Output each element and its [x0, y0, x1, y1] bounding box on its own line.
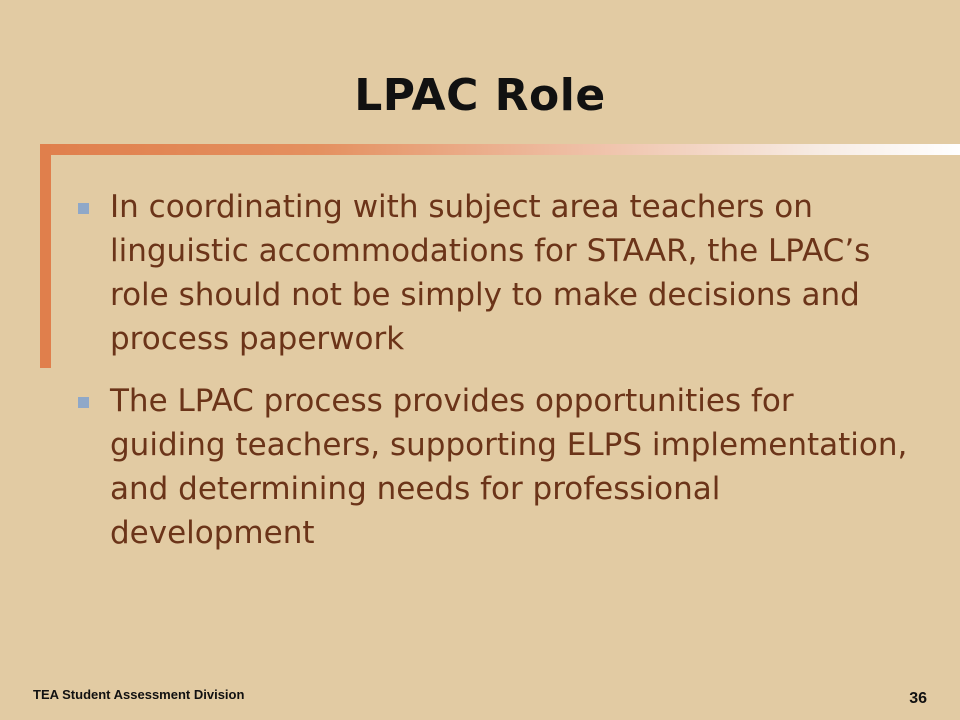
- page-number: 36: [909, 690, 927, 707]
- accent-bar-horizontal: [40, 144, 960, 155]
- bullet-item: [78, 379, 908, 555]
- bullet-list: [78, 185, 908, 573]
- footer-organization: TEA Student Assessment Division: [33, 687, 245, 702]
- slide-title: LPAC Role: [354, 70, 606, 121]
- square-bullet-icon: [78, 203, 89, 214]
- bullet-text: In coordinating with subject area teachers on linguistic accommodations for STAAR, the LPAC’s role should not be simply to make decisions and process paperwork: [110, 189, 871, 357]
- square-bullet-icon: [78, 397, 89, 408]
- bullet-item: [78, 185, 908, 361]
- bullet-text: The LPAC process provides opportunities for guiding teachers, supporting ELPS implementation, and determining needs for professional development: [110, 383, 908, 551]
- accent-bar-vertical: [40, 144, 51, 368]
